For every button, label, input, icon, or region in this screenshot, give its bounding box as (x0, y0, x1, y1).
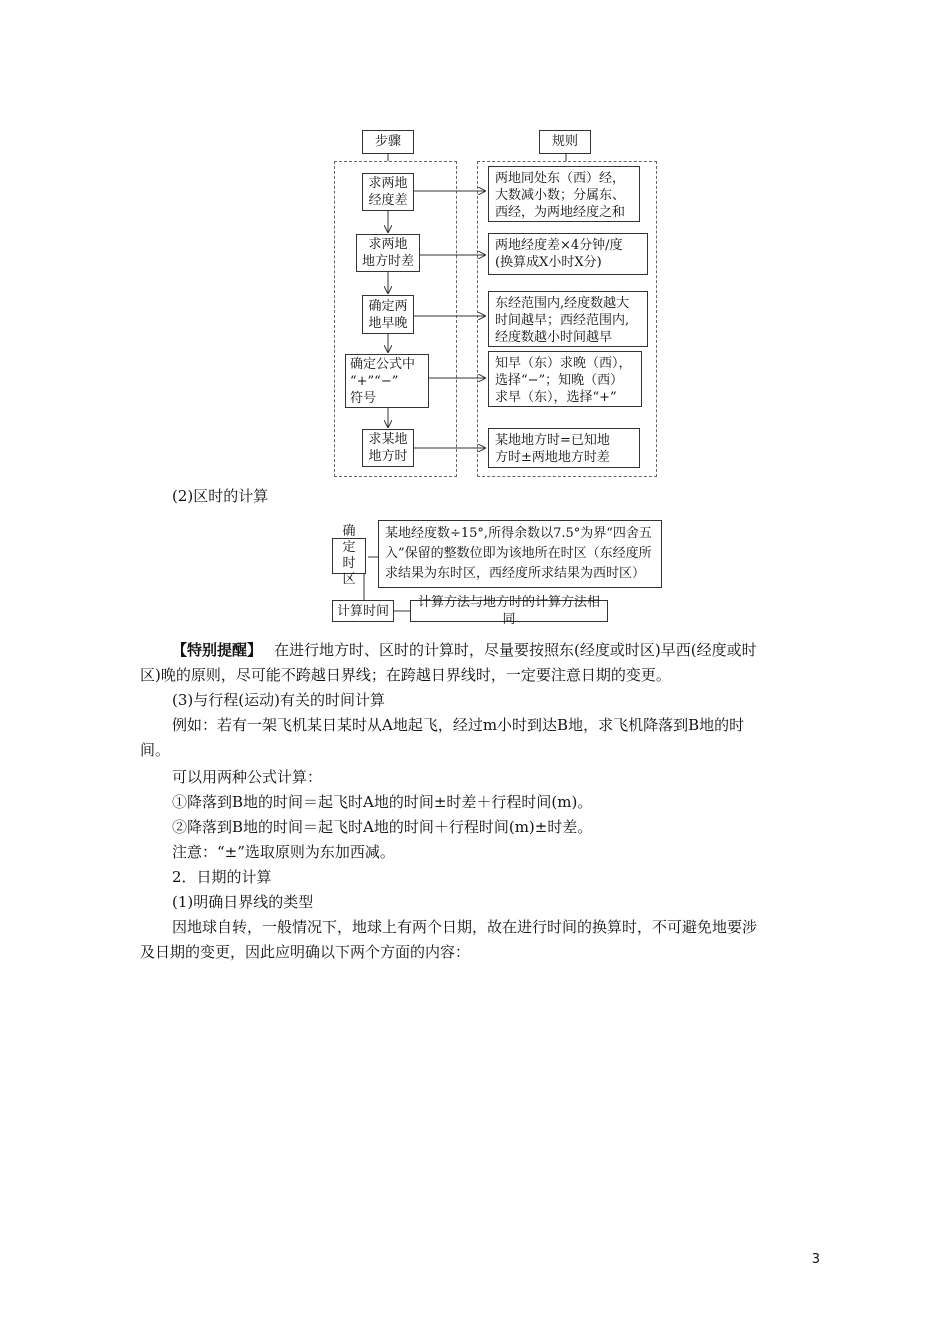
step-local-time-diff (356, 234, 420, 272)
rule-2-line-1: 两地经度差×4分钟/度 (495, 238, 623, 253)
rule-1-line-2: 大数减小数；分属东、 (495, 188, 626, 203)
rule-5-line-2: 方时±两地地方时差 (495, 450, 610, 465)
step-4-line-3: 符号 (350, 390, 377, 406)
step-5-line-2: 地方时 (368, 449, 408, 464)
example-line-1: 例如：若有一架飞机某日某时从A地起飞，经过m小时到达B地，求飞机降落到B地的时 (172, 716, 745, 734)
step-4-line-1: 确定公式中 (350, 356, 416, 372)
step-2-line-1: 求两地 (368, 237, 408, 252)
rule-3-line-2: 时间越早；西经范围内, (495, 313, 630, 328)
step-early-late (362, 295, 414, 334)
note: 注意：“±”选取原则为东加西减。 (172, 843, 395, 861)
reminder-text-1: 在进行地方时、区时的计算时，尽量要按照东(经度或时区)早西(经度或时 (274, 641, 757, 659)
step-formula-sign (345, 354, 429, 408)
step-longitude-diff (362, 173, 414, 211)
rule-5-line-1: 某地地方时=已知地 (495, 433, 610, 448)
body-line-1: 因地球自转，一般情况下，地球上有两个日期，故在进行时间的换算时，不可避免地要涉 (172, 918, 758, 936)
zone-rule-box (378, 520, 662, 588)
date-calc-heading: 2．日期的计算 (172, 868, 272, 886)
formula-1: ①降落到B地的时间＝起飞时A地的时间±时差＋行程时间(m)。 (172, 793, 593, 811)
body-line-2: 及日期的变更，因此应明确以下两个方面的内容： (140, 943, 471, 961)
local-time-flowchart (330, 128, 660, 480)
step-5-line-1: 求某地 (368, 432, 408, 447)
step-3-line-2: 地早晚 (368, 315, 408, 331)
calc-method-box: 计算方法与地方时的计算方法相同 (410, 600, 608, 622)
rule-longitude-diff (488, 166, 640, 222)
step-1-line-2: 经度差 (368, 193, 408, 208)
zone-determine-line-2: 时区 (342, 556, 356, 587)
step-target-local-time (362, 429, 414, 467)
step-2-line-2: 地方时差 (361, 254, 414, 269)
page-number: 3 (811, 1252, 820, 1267)
date-line-types-heading: (1)明确日界线的类型 (172, 893, 314, 911)
rule-4-line-2: 选择“−”；知晚（西） (495, 373, 624, 388)
rule-3-line-3: 经度数越小时间越早 (495, 330, 613, 345)
rule-4-line-3: 求早（东），选择“+” (495, 390, 617, 405)
zone-rule-line-1: 某地经度数÷15°,所得余数以7.5°为界“四舍五 (385, 526, 652, 541)
calc-time-box: 计算时间 (332, 600, 394, 622)
rule-4-line-1: 知早（东）求晚（西）， (495, 356, 632, 371)
rule-3-line-1: 东经范围内,经度数越大 (495, 296, 630, 311)
zone-rule-line-3: 求结果为东时区，西经度所求结果为西时区） (385, 566, 646, 581)
section-3-heading: (3)与行程(运动)有关的时间计算 (172, 691, 385, 709)
example-line-2: 间。 (140, 741, 171, 759)
reminder-label: 【特别提醒】 (172, 641, 263, 659)
formula-2: ②降落到B地的时间＝起飞时A地的时间＋行程时间(m)±时差。 (172, 818, 593, 836)
step-4-line-2: “+”“−” (350, 373, 399, 389)
step-3-line-1: 确定两 (368, 298, 408, 314)
rule-local-time-diff (488, 233, 648, 275)
rules-header: 规则 (539, 130, 591, 154)
step-1-line-1: 求两地 (368, 176, 408, 191)
steps-header: 步骤 (362, 130, 414, 154)
reminder-line-2: 区)晚的原则，尽可能不跨越日界线；在跨越日界线时，一定要注意日期的变更。 (140, 666, 671, 684)
rule-formula-sign (488, 351, 642, 407)
zone-determine-box (332, 524, 366, 587)
zone-rule-line-2: 入”保留的整数位即为该地所在时区（东经度所 (385, 546, 652, 561)
rule-1-line-3: 西经，为两地经度之和 (495, 205, 626, 220)
rule-1-line-1: 两地同处东（西）经， (495, 171, 626, 186)
reminder-line-1 (172, 638, 757, 663)
rule-2-line-2: (换算成X小时X分) (495, 255, 602, 270)
formula-intro: 可以用两种公式计算： (172, 768, 323, 786)
zone-determine-line-1: 确定 (342, 524, 356, 555)
zone-time-flowchart (330, 518, 670, 628)
rule-early-late (488, 291, 648, 347)
section-2-heading: (2)区时的计算 (172, 487, 269, 505)
rule-target-local-time (488, 428, 640, 468)
